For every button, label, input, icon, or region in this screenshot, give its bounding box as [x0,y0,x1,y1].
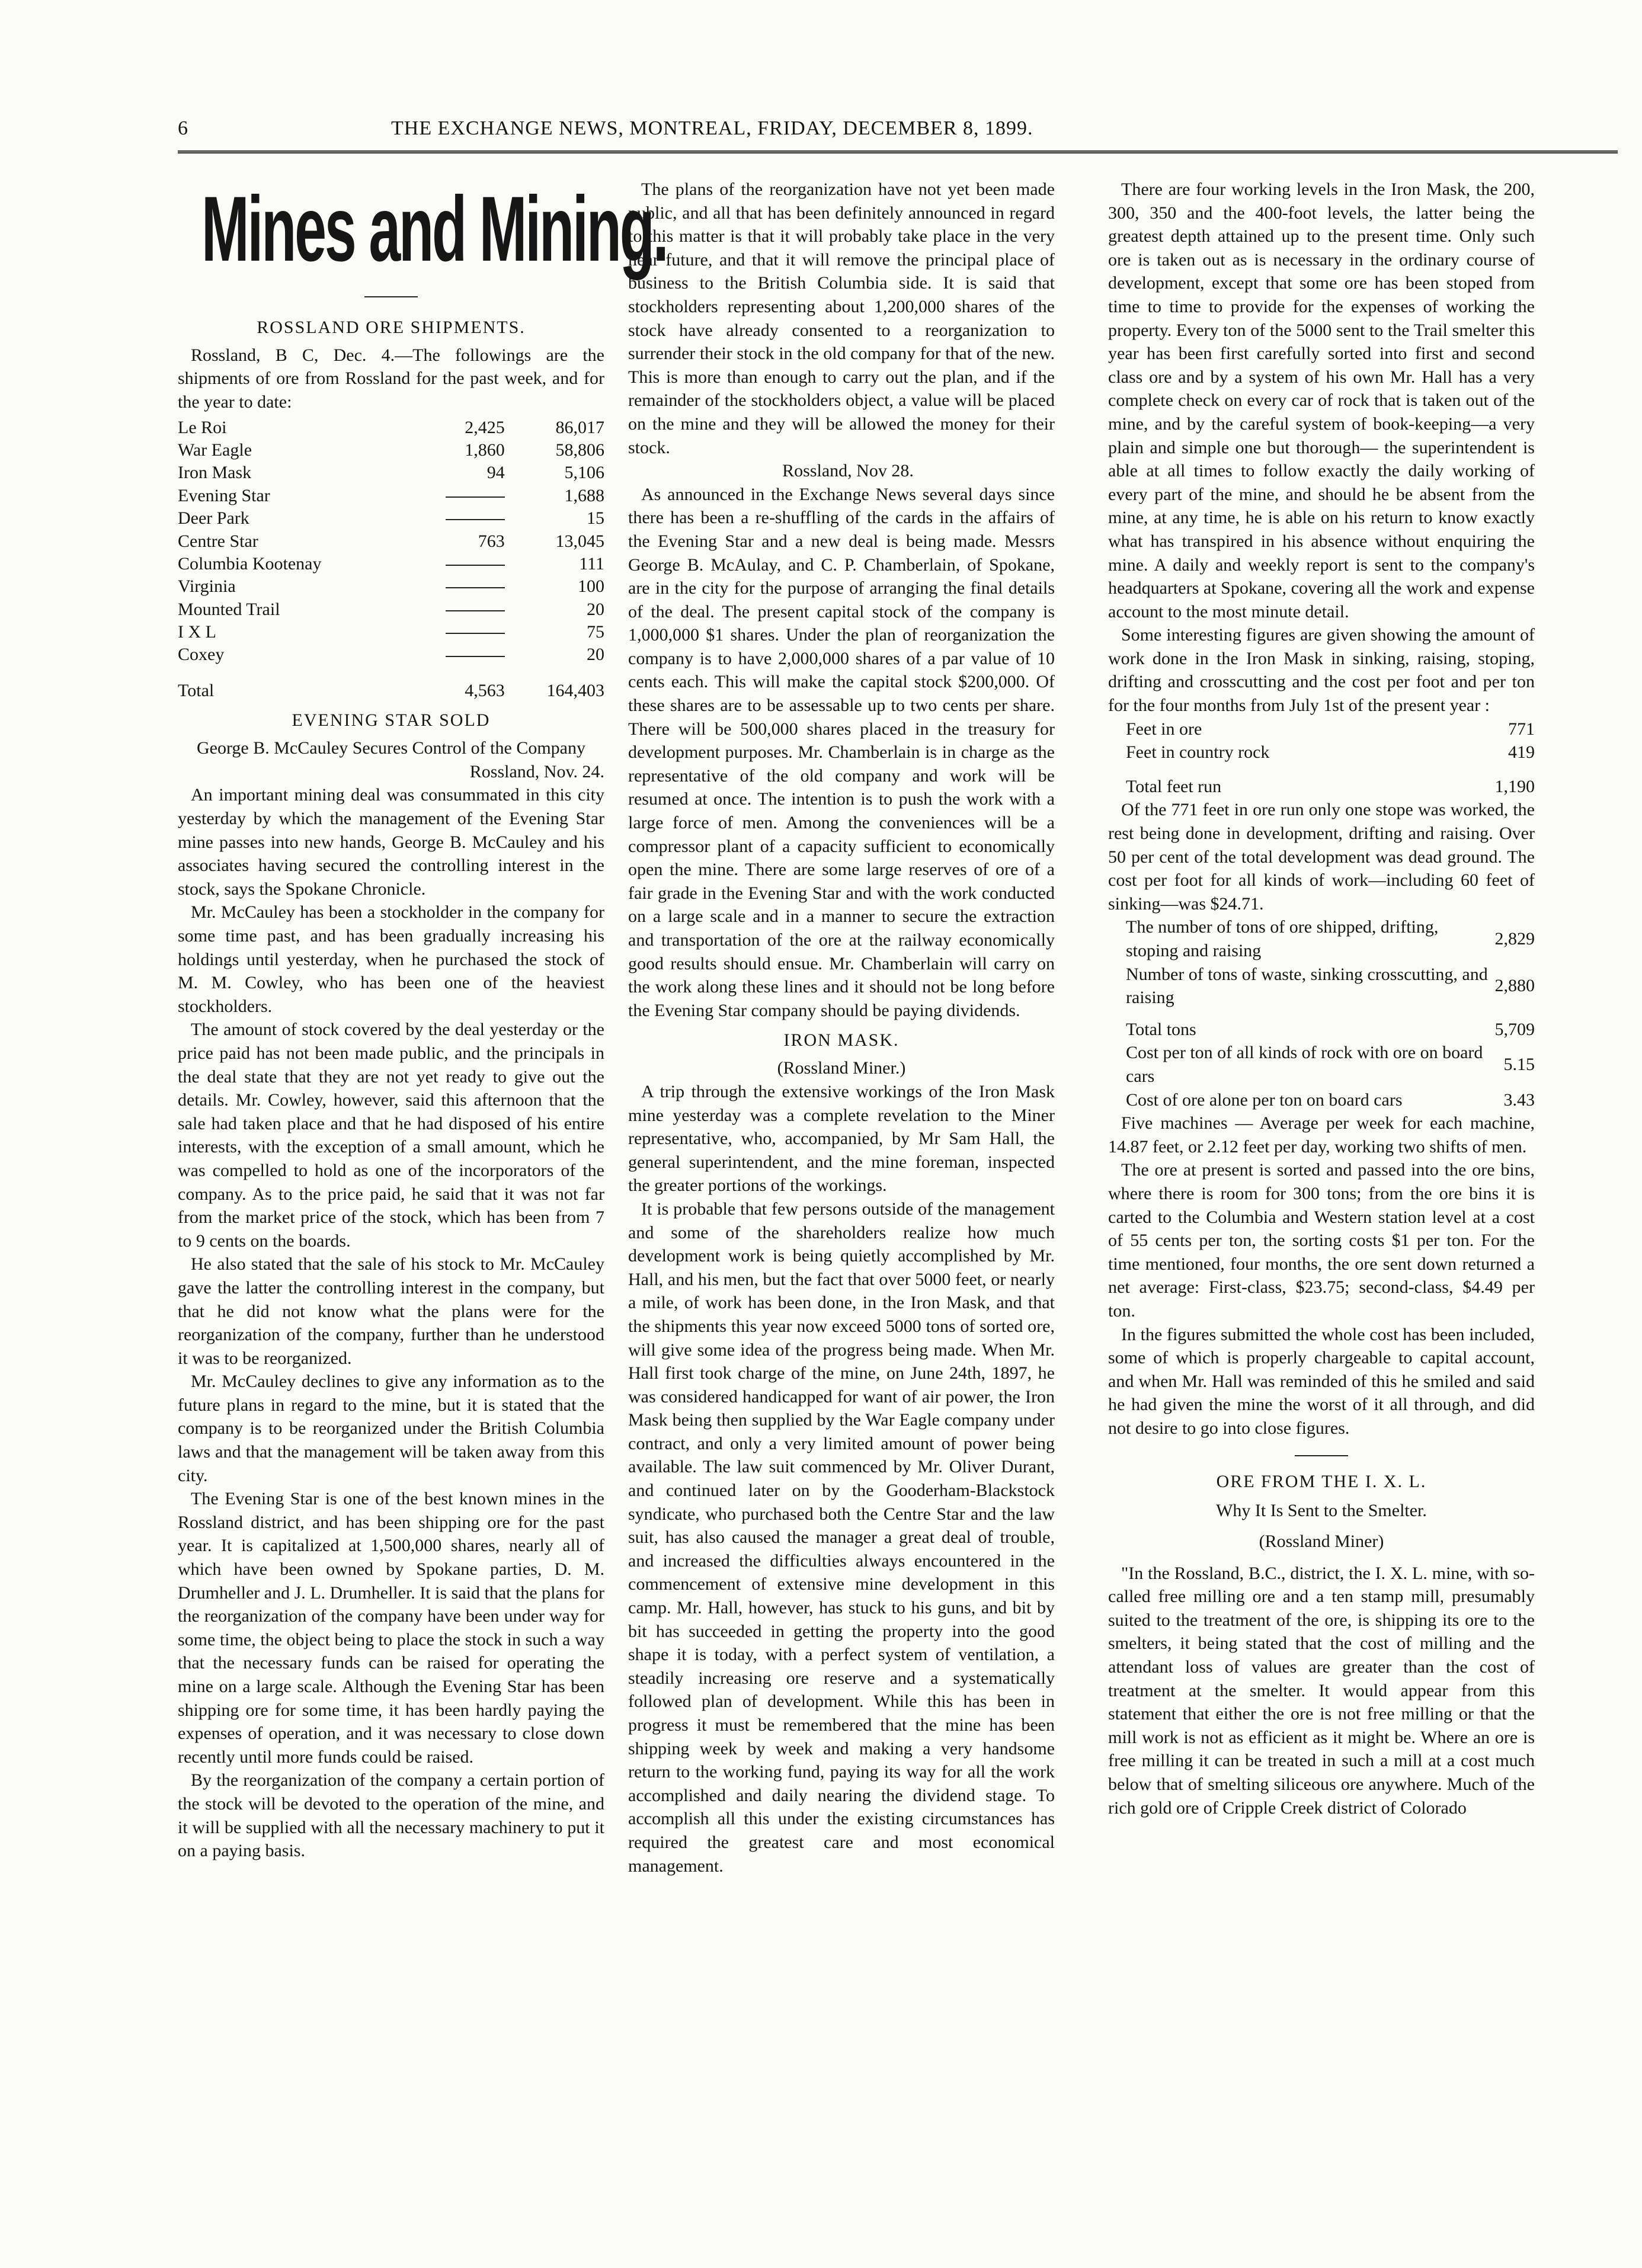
shipment-mine: Virginia [178,576,236,597]
masthead-rule [178,150,1618,153]
shipment-week: 2,425 [465,417,505,437]
iron-mask-figures-intro: Some interesting figures are given showing the amount of work done in the Iron Mask in sinking, raising, stoping, drifting and crosscutting and the cost per foot and per ton for the four months from July 1st of the present year : [1108,625,1535,716]
iron-mask-paragraph: A trip through the extensive workings of the Iron Mask mine yesterday was a complete revelation to the Miner representative, who, accompanied, by Mr Sam Hall, the general superintendent, and the mine foreman, inspected the greater portions of the workings. [628,1081,1055,1196]
evening-star-subhead: George B. McCauley Secures Control of the Company [197,738,585,758]
evening-star-paragraph: He also stated that the sale of his stock to Mr. McCauley gave the latter the controlling interest in the company, but that he did not know what the plans were for the reorganization of the company, further than he understood it was to be reorganized. [178,1254,604,1368]
evening-star-paragraph: By the reorganization of the company a certain portion of the stock will be devoted to the operation of the mine, and it will be supplied with all the necessary machinery to put it on a paying basis. [178,1770,604,1861]
shipment-year: 75 [587,622,604,642]
evening-star-paragraph: Mr. McCauley has been a stockholder in the company for some time past, and has been gradually increasing his holdings until yesterday, when he purchased the stock of M. M. Cowley, who has been one of the heaviest stockholders. [178,902,604,1016]
iron-mask-end-1: Five machines — Average per week for each machine, 14.87 feet, or 2.12 feet per day, working two shifts of men. [1108,1113,1535,1157]
shipment-week [403,485,505,507]
shipment-year: 86,017 [555,417,604,437]
blank-rule [446,656,505,657]
iron-mask-levels: There are four working levels in the Iron Mask, the 200, 300, 350 and the 400-foot levels, the latter being the greatest depth attained up to the present time. Only such ore is taken out as is necessary in the ordinary course of development, except that some ore has been stoped from time to time to provide for the expenses of working the property. Every ton of the 5000 sent to the Trail smelter this year has been first carefully sorted into first and second class ore and by a system of his own Mr. Hall has a very complete check on every car of rock that is taken out of the mine, and by the careful system of book-keeping—a very plain and simple one but thorough— the superintendent is able at all times to follow exactly the daily working of every part of the mine, and should he be absent from the mine, at any time, he is able on his return to know exactly what has transpired in his absence without enquiring the mine. A daily and weekly report is sent to the company's headquarters at Spokane, covering all the work and expense account to the most minute detail. [1108,180,1535,622]
shipment-row [178,643,604,666]
blank-rule [446,496,505,498]
column-2-flow [628,178,1055,459]
shipment-week: 763 [478,531,505,551]
shipments-heading: ROSSLAND ORE SHIPMENTS. [257,317,526,337]
evening-star-paragraph: Mr. McCauley declines to give any information as to the future plans in regard to the mine, but it is stated that the company is to be reorganized under the British Columbia laws and that the management will be taken away from this city. [178,1372,604,1485]
feet-row: Feet in country rock 419 [1126,742,1535,763]
shipment-year: 100 [578,576,604,597]
shipment-row [178,485,604,507]
ixl-heading: ORE FROM THE I. X. L. [1216,1472,1427,1492]
shipment-year: 5,106 [564,463,604,483]
shipment-row [178,621,604,643]
shipment-mine: Columbia Kootenay [178,553,322,574]
shipment-mine: Iron Mask [178,463,252,483]
iron-mask-paragraph: It is probable that few persons outside of the management and some of the shareholders realize how much development work is being quietly accomplished by Mr. Hall, and his men, but the fact that over 5000 feet, or nearly a mile, of work has been done, in the Iron Mask, and that the shipments this year now exceed 5000 tons of sorted ore, will give some idea of the progress being made. When Mr. Hall first took charge of the mine, on June 24th, 1897, he was considered handicapped for want of air power, the Iron Mask being then supplied by the War Eagle company under contract, and only a very limited amount of power being available. The law suit commenced by Mr. Oliver Durant, and continued later on by the Gooderham-Blackstock syndicate, who purchased both the Centre Star and the law suit, has also caused the manager a great deal of trouble, and increased the difficulties always encountered in the commencement of extensive mine development in this camp. Mr. Hall, however, has stuck to his guns, and bit by bit has succeeded in getting the property into the good shape it is today, with a perfect system of ventilation, a steadily increasing ore reserve and a systematically followed plan of development. While this has been in progress it must be remembered that the mine has been shipping week by week and making a very handsome return to the working fund, paying its way for all the work accomplished and daily nearing the dividend stage. To accomplish all this under the existing circumstances has required the greatest care and most economical management. [628,1199,1055,1876]
shipment-year: 20 [587,645,604,665]
shipments-total-row [178,667,604,702]
page-number: 6 [178,117,188,139]
shipment-week [403,553,505,575]
evening-star-body-2 [628,483,1055,1023]
feet-total-row: Total feet run 1,190 [1126,776,1535,796]
shipment-row [178,462,604,484]
blank-rule [446,565,505,566]
shipment-year: 15 [587,508,604,528]
shipment-week: 1,860 [465,440,505,460]
evening-star-body [178,783,604,1862]
shipment-year: 20 [587,599,604,619]
blank-rule [446,519,505,520]
shipment-mine: Deer Park [178,508,249,528]
evening-star-paragraph: The amount of stock covered by the deal yesterday or the price paid has not been made public, and the principals in the deal state that they are not yet ready to give out the details. Mr. Cowley, however, said this afternoon that the sale had taken place and that he had disposed of his entire interests, with the exception of a small amount, which he was compelled to hold as one of the incorporators of the company. As to the price paid, he said that it was not far from the market price of the stock, which has been from 7 to 9 cents on the boards. [178,1020,604,1251]
shipment-row [178,575,604,598]
section-title: Mines and Mining. [201,178,667,281]
shipment-mine: Le Roi [178,417,227,437]
shipment-year: 58,806 [555,440,604,460]
iron-mask-end-2: The ore at present is sorted and passed into the ore bins, where there is room for 300 tons; from the ore bins it is carted to the Columbia and Western station level at a cost of 55 cents per ton, the sorting costs $1 per ton. For the time mentioned, four months, the ore sent down returned a net average: First-class, $23.75; second-class, $4.49 per ton. [1108,1160,1535,1321]
shipment-mine: Centre Star [178,531,258,551]
evening-star-dateline-2: Rossland, Nov 28. [782,461,914,481]
ixl-source: (Rossland Miner) [1259,1532,1384,1552]
shipment-week [403,575,505,598]
iron-mask-body [628,1080,1055,1878]
masthead-title: THE EXCHANGE NEWS, MONTREAL, FRIDAY, DECEMBER 8, 1899. [391,117,1033,139]
total-week: 4,563 [465,680,505,700]
iron-mask-end-3: In the figures submitted the whole cost has been included, some of which is properly chargeable to capital account, and when Mr. Hall was reminded of this he smiled and said he had given the mine the worst of it all through, and did not desire to go into close figures. [1108,1324,1535,1438]
shipment-mine: Mounted Trail [178,599,280,619]
shipment-row [178,507,604,530]
tons-table [1108,915,1535,1111]
shipment-week: 94 [486,463,505,483]
shipment-row [178,439,604,462]
tons-total-row: Total tons 5,709 [1126,1019,1535,1039]
iron-mask-source: (Rossland Miner.) [777,1058,906,1078]
ixl-subhead: Why It Is Sent to the Smelter. [1216,1501,1427,1521]
shipment-row [178,553,604,575]
shipment-week [403,507,505,530]
column-2 [628,178,1055,2216]
shipment-year: 111 [579,553,604,574]
total-year: 164,403 [546,680,604,700]
title-rule [364,296,418,297]
shipment-week [403,598,505,621]
shipment-row [178,417,604,439]
evening-star-paragraph: As announced in the Exchange News several days since there has been a re-shuffling of the cards in the affairs of the Evening Star and a new deal is being made. Messrs George B. McAulay, and C. P. Chamberlain, of Spokane, are in the city for the purpose of arranging the final details of the deal. The present capital stock of the company is 1,000,000 $1 shares. Under the plan of reorganization the company is to have 2,000,000 shares of a par value of 10 cents each. This will make the capital stock $200,000. Of these shares are to be assessable up to two cents per share. There will be 500,000 shares placed in the treasury for development purposes. Mr. Chamberlain is in charge as the representative of the old company and work will be resumed at once. The intention is to push the work with a large force of men. Among the conveniences will be a compressor plant of a capacity sufficient to economically open the mine. There are some large reserves of ore of a fair grade in the Evening Star and with the work conducted on a large scale and in a manner to secure the extraction and transportation of the ore at the railway economically good results should ensue. Mr. Chamberlain will carry on the work along these lines and it should not be long before the Evening Star company should be paying dividends. [628,484,1055,1020]
tons-row: The number of tons of ore shipped, drifting, stoping and raising 2,829 [1126,917,1535,960]
cost-row: Cost per ton of all kinds of rock with ore on board cars 5.15 [1126,1043,1535,1086]
shipment-mine: War Eagle [178,440,252,460]
ixl-paragraph: "In the Rossland, B.C., district, the I. X. L. mine, with so-called free milling ore and a ten stamp mill, presumably suited to the treatment of the ore, is shipping its ore to the smelters, it being stated that the cost of milling and the attendant loss of values are greater than the cost of treatment at the smelter. It would appear from this statement that either the ore is not free milling or that the mill work is not as efficient as it might be. Where an ore is free milling it can be treated in such a mill at a cost much below that of smelting siliceous ore anywhere. Much of the rich gold ore of Cripple Creek district of Colorado [1108,1563,1535,1818]
shipment-mine: Coxey [178,645,225,665]
tons-row: Number of tons of waste, sinking crosscutting, and raising 2,880 [1126,964,1535,1008]
evening-star-paragraph: The plans of the reorganization have not yet been made public, and all that has been definitely announced in regard to this matter is that it will probably take place in the very near future, and that it will remove the principal place of business to the British Columbia side. It is said that stockholders representing about 1,200,000 shares of the stock have already consented to a reorganization to surrender their stock in the old company for that of the new. This is more than enough to carry out the plan, and if the remainder of the stockholders object, a value will be placed on the mine and they will be allowed the money for their stock. [628,180,1055,457]
blank-rule [446,587,505,588]
evening-star-heading: EVENING STAR SOLD [292,710,491,731]
iron-mask-stope-paragraph: Of the 771 feet in ore run only one stope was worked, the rest being done in development, drifting and raising. Over 50 per cent of the total development was dead ground. The cost per foot for all kinds of work—including 60 feet of sinking—was $24.71. [1108,800,1535,914]
feet-table [1108,717,1535,799]
shipment-week [403,621,505,643]
shipments-table [178,417,604,703]
shipment-year: 1,688 [564,485,604,505]
shipments-intro: Rossland, B C, Dec. 4.—The followings are the shipments of ore from Rossland for the past week, and for the year to date: [178,345,604,412]
evening-star-dateline: Rossland, Nov. 24. [469,761,604,781]
blank-rule [446,610,505,611]
blank-rule [446,633,505,634]
shipment-week [403,643,505,666]
shipment-row [178,530,604,553]
shipment-row [178,598,604,621]
cost-row: Cost of ore alone per ton on board cars 3.43 [1126,1090,1535,1110]
evening-star-paragraph: An important mining deal was consummated in this city yesterday by which the management of the Evening Star mine passes into new hands, George B. McCauley and his associates having secured the controlling interest in the stock, says the Spokane Chronicle. [178,785,604,899]
shipment-year: 13,045 [555,531,604,551]
column-1 [178,178,667,2216]
shipment-mine: Evening Star [178,485,270,505]
column-3 [1108,178,1535,2216]
shipment-mine: I X L [178,622,216,642]
feet-row: Feet in ore 771 [1126,719,1535,739]
evening-star-paragraph: The Evening Star is one of the best known mines in the Rossland district, and has been shipping ore for the past year. It is capitalized at 1,500,000 shares, nearly all of which have been owned by Spokane parties, D. M. Drumheller and J. L. Drumheller. It is said that the plans for the reorganization of the company have been under way for some time, the object being to place the stock in such a way that the necessary funds can be raised for operating the mine on a large scale. Although the Evening Star has been shipping ore for some time, it has been hardly paying the expenses of operation, and it was necessary to close down recently until more funds could be raised. [178,1489,604,1767]
total-label: Total [178,680,215,700]
section-divider [1295,1455,1348,1456]
iron-mask-heading: IRON MASK. [783,1030,900,1050]
